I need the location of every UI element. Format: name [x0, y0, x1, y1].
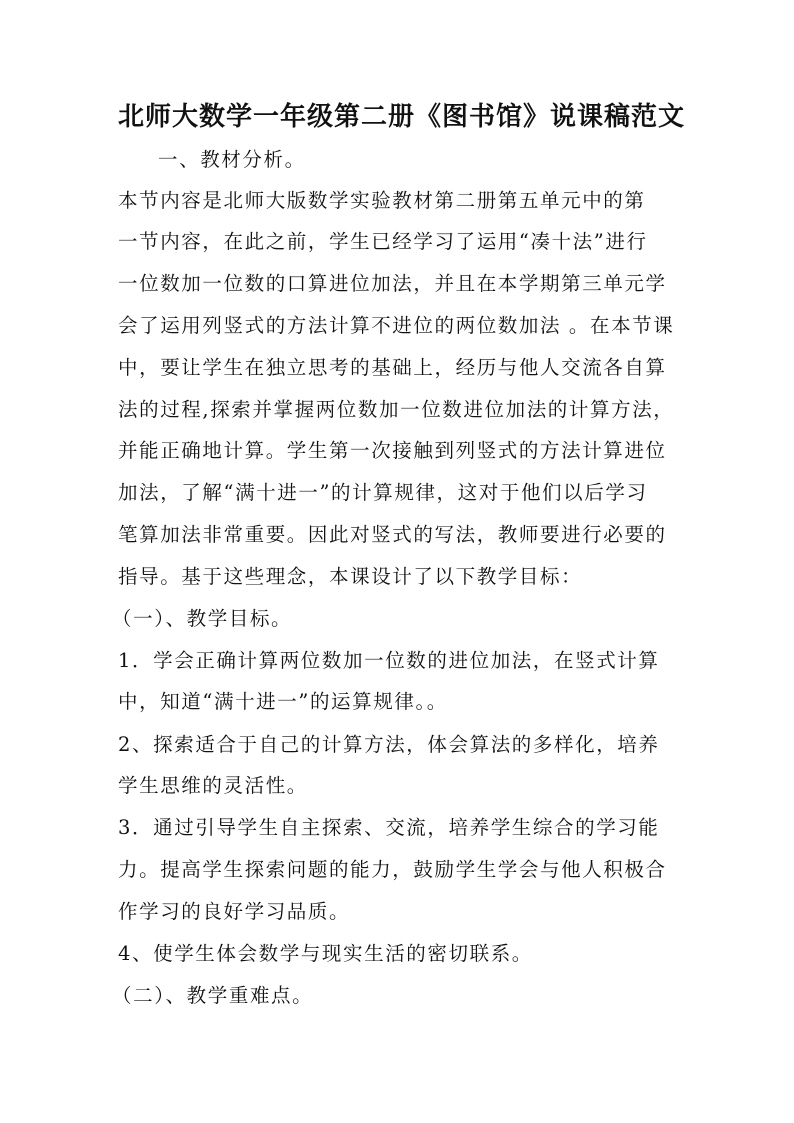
section-heading-key-points: （二）、教学重难点。 — [112, 984, 314, 1007]
paragraph-line: 法的过程,探索并掌握两位数加一位数进位加法的计算方法， — [118, 398, 675, 421]
goal-item-3: 3．通过引导学生自主探索、交流，培养学生综合的学习能 — [118, 816, 660, 839]
paragraph-line: 中，要让学生在独立思考的基础上，经历与他人交流各自算 — [118, 356, 667, 379]
goal-item-3-cont: 力。提高学生探索问题的能力，鼓励学生学会与他人积极合 — [118, 858, 667, 881]
paragraph-line: 加法，了解“满十进一”的计算规律，这对于他们以后学习 — [118, 481, 648, 504]
paragraph-line: 指导。基于这些理念，本课设计了以下教学目标： — [118, 565, 583, 588]
paragraph-line: 笔算加法非常重要。因此对竖式的写法，教师要进行必要的 — [118, 523, 667, 546]
paragraph-line: 并能正确地计算。学生第一次接触到列竖式的方法计算进位 — [118, 439, 667, 462]
document-title: 北师大数学一年级第二册《图书馆》说课稿范文 — [118, 102, 686, 132]
goal-item-1-cont: 中，知道“满十进一”的运算规律。。 — [118, 690, 448, 713]
paragraph-line: 一节内容，在此之前，学生已经学习了运用“凑十法”进行 — [118, 230, 648, 253]
goal-item-2-cont: 学生思维的灵活性。 — [118, 774, 308, 797]
goal-item-4: 4、使学生体会数学与现实生活的密切联系。 — [118, 942, 533, 965]
goal-item-3-cont-2: 作学习的良好学习品质。 — [118, 900, 351, 923]
goal-item-1: 1．学会正确计算两位数加一位数的进位加法，在竖式计算 — [118, 649, 660, 672]
section-heading-teaching-goals: （一）、教学目标。 — [112, 607, 293, 630]
paragraph-line: 会了运用列竖式的方法计算不进位的两位数加法 。在本节课 — [118, 314, 675, 337]
paragraph-line: 本节内容是北师大版数学实验教材第二册第五单元中的第 — [118, 189, 646, 212]
paragraph-line: 一位数加一位数的口算进位加法，并且在本学期第三单元学 — [118, 272, 667, 295]
goal-item-2: 2、探索适合于自己的计算方法，体会算法的多样化，培养 — [118, 733, 660, 756]
section-heading-textbook-analysis: 一、教材分析。 — [158, 148, 306, 171]
